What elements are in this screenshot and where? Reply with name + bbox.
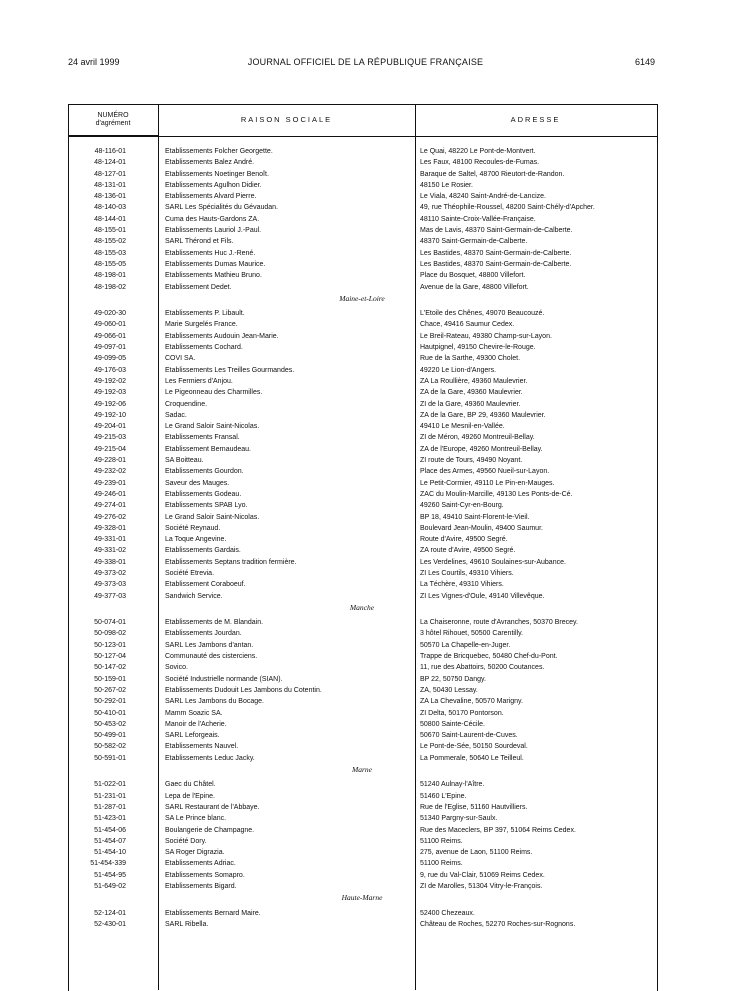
raison-sociale: Le Pigeonneau des Charmilles. (165, 389, 263, 397)
agrement-number: 49-331-01 (94, 536, 126, 544)
agrement-number: 49-373-02 (94, 569, 126, 577)
table-row (68, 331, 656, 342)
header-date: 24 avril 1999 (68, 57, 120, 67)
raison-sociale: Les Fermiers d'Anjou. (165, 377, 233, 385)
agrement-number: 48-136-01 (94, 193, 126, 201)
adresse: ZI route de Tours, 49490 Noyant. (420, 457, 523, 465)
agrement-number: 51-454-07 (94, 837, 126, 845)
raison-sociale: La Toque Angevine. (165, 536, 227, 544)
table-row (68, 779, 656, 790)
adresse: ZA, 50430 Lessay. (420, 686, 478, 694)
adresse: Le Breil-Rateau, 49380 Champ-sur-Layon. (420, 332, 552, 340)
table-row (68, 282, 656, 293)
table-row (68, 387, 656, 398)
adresse: Les Verdelines, 49610 Soulaines-sur-Aubance. (420, 558, 566, 566)
table-row (68, 753, 656, 764)
raison-sociale: Etablissements Folcher Georgette. (165, 148, 273, 155)
raison-sociale: SARL Leforgeais. (165, 732, 220, 740)
adresse: Rue des Maceclers, BP 397, 51064 Reims Cedex. (420, 826, 576, 834)
agrement-number: 48-116-01 (94, 148, 126, 155)
table-row (68, 146, 656, 157)
raison-sociale: Le Grand Saloir Saint-Nicolas. (165, 513, 260, 521)
table-row (68, 225, 656, 236)
table-row (68, 591, 656, 602)
adresse: BP 18, 49410 Saint-Florent-le-Vieil. (420, 513, 530, 521)
agrement-number: 50-159-01 (94, 675, 126, 683)
raison-sociale: Etablissements Cochard. (165, 344, 243, 352)
raison-sociale: SARL Ribella. (165, 920, 209, 928)
table-row (68, 308, 656, 319)
agrement-number: 51-454-10 (94, 849, 126, 857)
table-row (68, 342, 656, 353)
adresse: 49260 Saint-Cyr-en-Bourg. (420, 502, 504, 510)
adresse: Avenue de la Gare, 48800 Villefort. (420, 283, 529, 291)
agrement-number: 50-147-02 (94, 664, 126, 672)
raison-sociale: SARL Les Spécialités du Gévaudan. (165, 204, 278, 212)
column-header-numero-line2: d'agrément (95, 120, 131, 127)
agrement-number: 49-232-02 (94, 468, 126, 476)
table-row (68, 640, 656, 651)
agrement-number: 51-287-01 (94, 803, 126, 811)
table-row (68, 662, 656, 673)
adresse: ZA La Chevaline, 50570 Marigny. (420, 698, 523, 706)
adresse: 48150 Le Rosier. (420, 181, 473, 189)
adresse: Hautpignel, 49150 Chevire-le-Rouge. (420, 344, 536, 352)
agrement-number: 49-020-30 (94, 310, 126, 318)
adresse: 49, rue Théophile-Roussel, 48200 Saint-Chély-d'Apcher. (420, 204, 595, 212)
agrement-number: 48-131-01 (94, 181, 126, 189)
raison-sociale: SARL Les Jambons d'antan. (165, 641, 254, 649)
adresse: Trappe de Bricquebec, 50480 Chef-du-Pont. (420, 653, 558, 661)
raison-sociale: Mamm Soazic SA. (165, 709, 223, 717)
agrement-number: 50-582-02 (94, 743, 126, 751)
table-row (68, 410, 656, 421)
agrement-number: 50-453-02 (94, 720, 126, 728)
agrement-number: 50-074-01 (94, 619, 126, 627)
table-row (68, 836, 656, 847)
page-header (0, 57, 731, 69)
table-row (68, 466, 656, 477)
agrement-number: 48-155-03 (94, 249, 126, 257)
raison-sociale: Etablissements Dudouit Les Jambons du Cotentin. (165, 686, 322, 694)
raison-sociale: Etablissement Dedet. (165, 283, 232, 291)
raison-sociale: Etablissements Alvard Pierre. (165, 193, 257, 201)
table-row (68, 248, 656, 259)
table-row (68, 791, 656, 802)
raison-sociale: SARL Restaurant de l'Abbaye. (165, 803, 260, 811)
raison-sociale: Sovico. (165, 664, 188, 672)
adresse: ZA La Roullière, 49360 Maulevrier. (420, 377, 528, 385)
adresse: 275, avenue de Laon, 51100 Reims. (420, 849, 533, 857)
adresse: Le Viala, 48240 Saint-André-de-Lancize. (420, 193, 546, 201)
adresse: Le Quai, 48220 Le Pont-de-Montvert. (420, 148, 536, 155)
adresse: ZI Delta, 50170 Pontorson. (420, 709, 504, 717)
adresse: Chace, 49416 Saumur Cedex. (420, 321, 515, 329)
table-row (68, 847, 656, 858)
table-row (68, 270, 656, 281)
raison-sociale: Etablissements Audouin Jean-Marie. (165, 332, 279, 340)
agrement-number: 48-144-01 (94, 215, 126, 223)
table-row (68, 376, 656, 387)
adresse: ZI Les Courtils, 49310 Vihiers. (420, 569, 514, 577)
agrement-number: 49-328-01 (94, 524, 126, 532)
adresse: ZA de la Gare, 49360 Maulevrier. (420, 389, 523, 397)
raison-sociale: Société Industrielle normande (SIAN). (165, 675, 283, 683)
table-row (68, 444, 656, 455)
raison-sociale: COVI SA. (165, 355, 196, 363)
raison-sociale: Etablissements Dumas Maurice. (165, 260, 266, 268)
table-row (68, 685, 656, 696)
raison-sociale: Etablissements P. Libault. (165, 310, 245, 318)
column-header-numero (68, 104, 158, 136)
raison-sociale: SARL Thérond et Fils. (165, 238, 234, 246)
adresse: La Chaiseronne, route d'Avranches, 50370 Brecey. (420, 619, 578, 627)
agrement-number: 48-124-01 (94, 159, 126, 167)
agrement-number: 48-155-05 (94, 260, 126, 268)
agrement-number: 50-292-01 (94, 698, 126, 706)
raison-sociale: Manoir de l'Acherie. (165, 720, 227, 728)
table-row (68, 534, 656, 545)
raison-sociale: Lepa de l'Epine. (165, 792, 215, 800)
table-row (68, 214, 656, 225)
raison-sociale: Etablissements Gardais. (165, 547, 241, 555)
table-row (68, 813, 656, 824)
journal-title: JOURNAL OFFICIEL DE LA RÉPUBLIQUE FRANÇAISE (247, 57, 484, 67)
column-header-raison-sociale: RAISON SOCIALE (158, 104, 415, 137)
adresse: 51100 Reims. (420, 837, 463, 845)
agrement-number: 51-231-01 (94, 792, 126, 800)
section-title: Maine-et-Loire (339, 293, 385, 303)
agrement-number: 49-239-01 (94, 479, 126, 487)
raison-sociale: Etablissements Bigard. (165, 883, 237, 890)
table-row (68, 696, 656, 707)
raison-sociale: Etablissements Balez André. (165, 159, 255, 167)
table-row (68, 719, 656, 730)
agrement-number: 49-060-01 (94, 321, 126, 329)
agrement-number: 49-274-01 (94, 502, 126, 510)
agrement-number: 49-176-03 (94, 366, 126, 374)
table-row (68, 512, 656, 523)
agrement-number: 50-098-02 (94, 630, 126, 638)
raison-sociale: Etablissements Les Treilles Gourmandes. (165, 366, 295, 374)
table-row (68, 825, 656, 836)
adresse: 51460 L'Epine. (420, 792, 467, 800)
agrement-number: 49-276-02 (94, 513, 126, 521)
adresse: Le Pont-de-Sée, 50150 Sourdeval. (420, 743, 528, 751)
table-row (68, 545, 656, 556)
agrement-number: 49-066-01 (94, 332, 126, 340)
agrement-number: 50-267-02 (94, 686, 126, 694)
table-row (68, 365, 656, 376)
table-row (68, 730, 656, 741)
adresse: ZA route d'Avire, 49500 Segré. (420, 547, 516, 555)
raison-sociale: SA Boitteau. (165, 457, 204, 465)
adresse: La Téchère, 49310 Vihiers. (420, 581, 504, 589)
agrement-number: 51-423-01 (94, 815, 126, 823)
adresse: ZI de Méron, 49260 Montreuil-Bellay. (420, 434, 535, 442)
raison-sociale: SA Roger Digrazia. (165, 849, 225, 857)
header-rule (68, 136, 657, 137)
adresse: Mas de Lavis, 48370 Saint-Germain-de-Calberte. (420, 227, 573, 235)
agrement-number: 50-499-01 (94, 732, 126, 740)
adresse: Les Bastides, 48370 Saint-Germain-de-Calberte. (420, 260, 572, 268)
table-row (68, 708, 656, 719)
table-row (68, 919, 656, 930)
adresse: Place des Armes, 49560 Nueil-sur-Layon. (420, 468, 550, 476)
section-title: Haute-Marne (341, 893, 383, 903)
adresse: Boulevard Jean-Moulin, 49400 Saumur. (420, 524, 543, 532)
raison-sociale: Etablissements Leduc Jacky. (165, 754, 255, 762)
column-header-numero-line1: NUMÉRO (97, 112, 129, 119)
raison-sociale: Société Reynaud. (165, 524, 221, 532)
table-row (68, 741, 656, 752)
agrement-number: 49-097-01 (94, 344, 126, 352)
raison-sociale: Gaec du Châtel. (165, 781, 216, 789)
raison-sociale: Etablissements Noetinger Benoît. (165, 170, 269, 178)
agrement-number: 51-454-06 (94, 826, 126, 834)
raison-sociale: Communauté des cisterciens. (165, 653, 258, 661)
table-row (68, 191, 656, 202)
adresse: 50800 Sainte-Cécile. (420, 720, 485, 728)
raison-sociale: Etablissements Adriac. (165, 860, 236, 868)
raison-sociale: Sandwich Service. (165, 592, 223, 600)
section-title: Manche (349, 602, 375, 612)
table-row (68, 169, 656, 180)
adresse: 49220 Le Lion-d'Angers. (420, 366, 497, 374)
table-row (68, 455, 656, 466)
adresse: 11, rue des Abattoirs, 50200 Coutances. (420, 664, 545, 672)
table-row (68, 259, 656, 270)
raison-sociale: Marie Surgelés France. (165, 321, 238, 329)
adresse: ZA de la Gare, BP 29, 49360 Maulevrier. (420, 411, 546, 419)
raison-sociale: Etablissements Agulhon Didier. (165, 181, 262, 189)
adresse: Rue de l'Eglise, 51160 Hautvilliers. (420, 803, 528, 811)
agrement-number: 50-127-04 (94, 653, 126, 661)
table-row (68, 870, 656, 881)
adresse: Le Petit-Cormier, 49110 Le Pin-en-Mauges. (420, 479, 555, 487)
agrement-number: 49-373-03 (94, 581, 126, 589)
adresse: Les Bastides, 48370 Saint-Germain-de-Calberte. (420, 249, 572, 257)
raison-sociale: Etablissements de M. Blandain. (165, 619, 264, 627)
table-row (68, 881, 656, 892)
raison-sociale: Sadac. (165, 411, 187, 419)
table-row (68, 353, 656, 364)
agrement-number: 49-192-10 (94, 411, 126, 419)
agrement-number: 48-155-01 (94, 227, 126, 235)
table-row (68, 568, 656, 579)
table-row (68, 651, 656, 662)
adresse: La Pommerale, 50640 Le Teilleul. (420, 754, 524, 762)
agrement-number: 49-377-03 (94, 592, 126, 600)
agrement-number: 51-022-01 (94, 781, 126, 789)
agrement-number: 49-192-03 (94, 389, 126, 397)
raison-sociale: Etablissement Bernaudeau. (165, 445, 251, 453)
raison-sociale: SA Le Prince blanc. (165, 815, 227, 823)
raison-sociale: Croquendine. (165, 400, 208, 408)
adresse: 51100 Reims. (420, 860, 463, 868)
raison-sociale: Etablissements SPAB Lyo. (165, 502, 248, 510)
adresse: Baraque de Saltel, 48700 Rieutort-de-Randon. (420, 170, 565, 178)
agrement-number: 49-099-05 (94, 355, 126, 363)
table-row (68, 557, 656, 568)
table-row (68, 579, 656, 590)
agrement-number: 49-192-06 (94, 400, 126, 408)
raison-sociale: Etablissements Huc J.-René. (165, 249, 256, 257)
agrement-number: 49-192-02 (94, 377, 126, 385)
raison-sociale: Etablissements Mathieu Bruno. (165, 272, 262, 280)
adresse: ZA de l'Europe, 49260 Montreuil-Bellay. (420, 445, 543, 453)
adresse: 51340 Pargny-sur-Saulx. (420, 815, 498, 823)
agrement-number: 49-215-03 (94, 434, 126, 442)
adresse: Rue de la Sarthe, 49300 Cholet. (420, 355, 521, 363)
adresse: 49410 Le Mesnil-en-Vallée. (420, 423, 505, 431)
agrement-number: 49-215-04 (94, 445, 126, 453)
agrement-number: 48-198-02 (94, 283, 126, 291)
adresse: 50570 La Chapelle-en-Juger. (420, 641, 511, 649)
table-row (68, 432, 656, 443)
raison-sociale: Le Grand Saloir Saint-Nicolas. (165, 423, 260, 431)
table-body (68, 146, 656, 930)
adresse: ZI Les Vignes-d'Oule, 49140 Villevêque. (420, 592, 545, 600)
agrement-number: 52-430-01 (94, 920, 126, 928)
adresse: 48110 Sainte-Croix-Vallée-Française. (420, 215, 536, 223)
table-row (68, 157, 656, 168)
table-row (68, 489, 656, 500)
agrement-number: 49-338-01 (94, 558, 126, 566)
raison-sociale: Etablissements Godeau. (165, 490, 242, 498)
raison-sociale: Etablissements Gourdon. (165, 468, 244, 476)
table-row (68, 236, 656, 247)
raison-sociale: SARL Les Jambons du Bocage. (165, 698, 264, 706)
agrement-number: 49-204-01 (94, 423, 126, 431)
adresse: 3 hôtel Rihouet, 50500 Carentilly. (420, 630, 523, 638)
table-row (68, 399, 656, 410)
raison-sociale: Société Etrevia. (165, 569, 215, 577)
adresse: BP 22, 50750 Dangy. (420, 675, 486, 683)
raison-sociale: Etablissements Jourdan. (165, 630, 242, 638)
adresse: 50670 Saint-Laurent-de-Cuves. (420, 732, 518, 740)
table-row (68, 628, 656, 639)
raison-sociale: Etablissement Coraboeuf. (165, 581, 246, 589)
adresse: Château de Roches, 52270 Roches-sur-Rognons. (420, 920, 576, 928)
agrement-number: 48-127-01 (94, 170, 126, 178)
table-row (68, 858, 656, 869)
adresse: ZAC du Moulin-Marcille, 49130 Les Ponts-de-Cé. (420, 490, 573, 498)
table-row (68, 421, 656, 432)
adresse: 52400 Chezeaux. (420, 909, 475, 917)
agrement-number: 51-454-339 (90, 860, 126, 868)
table-row (68, 802, 656, 813)
adresse: L'Etoile des Chênes, 49070 Beaucouzé. (420, 310, 545, 318)
table-row (68, 202, 656, 213)
column-header-adresse: ADRESSE (415, 104, 656, 137)
agrement-number: 50-123-01 (94, 641, 126, 649)
adresse: 9, rue du Val-Clair, 51069 Reims Cedex. (420, 871, 545, 879)
raison-sociale: Cuma des Hauts-Gardons ZA. (165, 215, 260, 223)
table-row (68, 319, 656, 330)
agrement-number: 48-198-01 (94, 272, 126, 280)
adresse: ZI de la Gare, 49360 Maulevrier. (420, 400, 521, 408)
table-row (68, 908, 656, 919)
agrement-number: 51-454-95 (94, 871, 126, 879)
agrement-number: 51-649-02 (94, 883, 126, 890)
agrement-number: 48-140-03 (94, 204, 126, 212)
adresse: Route d'Avire, 49500 Segré. (420, 536, 508, 544)
page-number: 6149 (634, 57, 655, 67)
raison-sociale: Etablissements Fransal. (165, 434, 240, 442)
agrement-number: 52-124-01 (94, 909, 126, 917)
raison-sociale: Etablissements Septans tradition fermière. (165, 558, 297, 566)
raison-sociale: Etablissements Bernard Maire. (165, 909, 261, 917)
adresse: 48370 Saint-Germain-de-Calberte. (420, 238, 528, 246)
adresse: ZI de Marolles, 51304 Vitry-le-François. (420, 883, 543, 890)
agrement-number: 49-246-01 (94, 490, 126, 498)
raison-sociale: Etablissements Lauriol J.-Paul. (165, 227, 262, 235)
table-row (68, 500, 656, 511)
raison-sociale: Société Dory. (165, 837, 207, 845)
table-row (68, 674, 656, 685)
agrement-number: 50-410-01 (94, 709, 126, 717)
table-row (68, 523, 656, 534)
adresse: Les Faux, 48100 Recoules-de-Fumas. (420, 159, 540, 167)
agrement-number: 48-155-02 (94, 238, 126, 246)
adresse: 51240 Aulnay-l'Aître. (420, 781, 485, 789)
agrement-number: 50-591-01 (94, 754, 126, 762)
raison-sociale: Etablissements Somapro. (165, 871, 245, 879)
table-row (68, 478, 656, 489)
section-title: Marne (352, 765, 372, 775)
table-row (68, 180, 656, 191)
adresse: Place du Bosquet, 48800 Villefort. (420, 272, 526, 280)
raison-sociale: Etablissements Nauvel. (165, 743, 239, 751)
table-row (68, 617, 656, 628)
raison-sociale: Boulangerie de Champagne. (165, 826, 255, 834)
agrement-number: 49-228-01 (94, 457, 126, 465)
agrement-number: 49-331-02 (94, 547, 126, 555)
raison-sociale: Saveur des Mauges. (165, 479, 230, 487)
